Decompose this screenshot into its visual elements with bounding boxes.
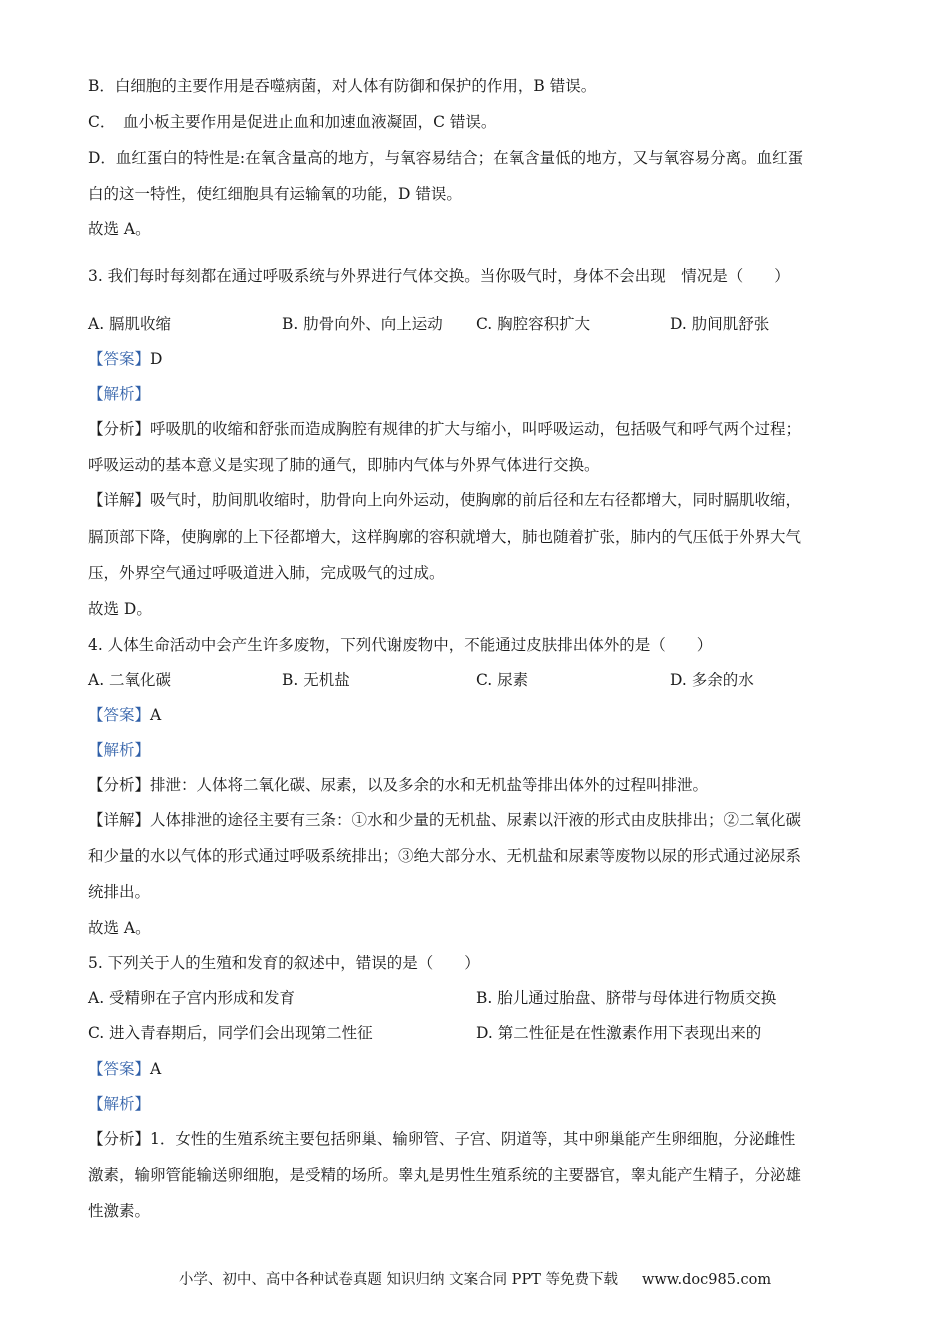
q3-question: 3. 我们每时每刻都在通过呼吸系统与外界进行气体交换。当你吸气时，身体不会出现 情况是（ ）: [88, 267, 790, 285]
fenxi-tag: 【分析】: [88, 1130, 151, 1148]
page-footer: [0, 1268, 950, 1289]
xiangjie-text: 吸气时，肋间肌收缩时，肋骨向上向外运动，使胸廓的前后径和左右径都增大，同时膈肌收缩，: [150, 491, 802, 509]
jiexi-tag: 【解析】: [88, 741, 151, 759]
q4-xiangjie-line-3: 统排出。: [88, 883, 151, 901]
q4-xiangjie-line-2: 和少量的水以气体的形式通过呼吸系统排出；③绝大部分水、无机盐和尿素等废物以尿的形式通过泌尿系: [88, 847, 802, 865]
option-d-explanation-line-1: D．血红蛋白的特性是:在氧含量高的地方，与氧容易结合；在氧含量低的地方，又与氧容易分离。血红蛋: [88, 149, 804, 167]
footer-text: 小学、初中、高中各种试卷真题 知识归纳 文案合同 PPT 等免费下载: [178, 1272, 618, 1288]
q4-option-d: D. 多余的水: [670, 671, 754, 689]
q5-option-b: B. 胎儿通过胎盘、脐带与母体进行物质交换: [476, 989, 777, 1007]
q3-jiexi: [88, 382, 150, 406]
q3-answer: [88, 347, 162, 371]
fenxi-text: 1．女性的生殖系统主要包括卵巢、输卵管、子宫、阴道等，其中卵巢能产生卵细胞，分泌雌性: [150, 1130, 796, 1148]
q3-option-c: C. 胸腔容积扩大: [476, 315, 591, 333]
q4-answer: [88, 703, 161, 727]
q5-options-row-2: [88, 1021, 863, 1045]
q4-question: 4. 人体生命活动中会产生许多废物，下列代谢废物中，不能通过皮肤排出体外的是（ ）: [88, 636, 713, 654]
q3-xiangjie-line-1: [88, 488, 801, 512]
fenxi-tag: 【分析】: [88, 776, 151, 794]
q3-xiangjie-line-3: 压，外界空气通过呼吸道进入肺，完成吸气的过成。: [88, 564, 445, 582]
q4-option-c: C. 尿素: [476, 671, 529, 689]
q3-option-b: B. 肋骨向外、向上运动: [282, 315, 443, 333]
q3-choose: 故选 D。: [88, 600, 152, 618]
fenxi-text: 排泄：人体将二氧化碳、尿素，以及多余的水和无机盐等排出体外的过程叫排泄。: [150, 776, 709, 794]
fenxi-text: 呼吸肌的收缩和舒张而造成胸腔有规律的扩大与缩小，叫呼吸运动，包括吸气和呼气两个过程；: [150, 420, 802, 438]
q4-choose: 故选 A。: [88, 919, 151, 937]
answer-value: A: [150, 706, 162, 724]
answer-value: A: [150, 1060, 162, 1078]
footer-site-link[interactable]: www.doc985.com: [641, 1272, 772, 1288]
q4-jiexi: [88, 738, 150, 762]
answer-tag: 【答案】: [88, 706, 151, 724]
q3-fenxi-line-2: 呼吸运动的基本意义是实现了肺的通气，即肺内气体与外界气体进行交换。: [88, 456, 600, 474]
q5-fenxi-line-3: 性激素。: [88, 1202, 151, 1220]
fenxi-tag: 【分析】: [88, 420, 151, 438]
q3-options: [88, 312, 863, 336]
answer-value: D: [150, 350, 163, 368]
jiexi-tag: 【解析】: [88, 385, 151, 403]
q4-option-b: B. 无机盐: [282, 671, 350, 689]
q3-xiangjie-line-2: 膈顶部下降，使胸廓的上下径都增大，这样胸廓的容积就增大，肺也随着扩张，肺内的气压低于外界大气: [88, 528, 802, 546]
prev-choose-answer: 故选 A。: [88, 220, 151, 238]
xiangjie-tag: 【详解】: [88, 811, 151, 829]
q4-fenxi-line-1: [88, 773, 708, 797]
answer-tag: 【答案】: [88, 350, 151, 368]
option-d-explanation-line-2: 白的这一特性，使红细胞具有运输氧的功能，D 错误。: [88, 185, 462, 203]
q5-options-row-1: [88, 986, 863, 1010]
q5-fenxi-line-2: 激素，输卵管能输送卵细胞，是受精的场所。睾丸是男性生殖系统的主要器官，睾丸能产生精子，分泌雄: [88, 1166, 802, 1184]
xiangjie-text: 人体排泄的途径主要有三条：①水和少量的无机盐、尿素以汗液的形式由皮肤排出；②二氧化碳: [150, 811, 802, 829]
q5-fenxi-line-1: [88, 1127, 795, 1151]
q3-option-d: D. 肋间肌舒张: [670, 315, 770, 333]
q4-option-a: A. 二氧化碳: [88, 671, 172, 689]
q5-question: 5. 下列关于人的生殖和发育的叙述中，错误的是（ ）: [88, 954, 480, 972]
q5-option-d: D. 第二性征是在性激素作用下表现出来的: [476, 1024, 762, 1042]
q5-jiexi: [88, 1092, 150, 1116]
q3-fenxi-line-1: [88, 417, 801, 441]
option-c-explanation: C． 血小板主要作用是促进止血和加速血液凝固，C 错误。: [88, 113, 497, 131]
q5-option-c: C. 进入青春期后，同学们会出现第二性征: [88, 1024, 373, 1042]
jiexi-tag: 【解析】: [88, 1095, 151, 1113]
xiangjie-tag: 【详解】: [88, 491, 151, 509]
q5-answer: [88, 1057, 161, 1081]
q3-option-a: A. 膈肌收缩: [88, 315, 172, 333]
answer-tag: 【答案】: [88, 1060, 151, 1078]
q4-options: [88, 668, 863, 692]
q5-option-a: A. 受精卵在子宫内形成和发育: [88, 989, 296, 1007]
q4-xiangjie-line-1: [88, 808, 801, 832]
option-b-explanation: B．白细胞的主要作用是吞噬病菌，对人体有防御和保护的作用，B 错误。: [88, 77, 597, 95]
